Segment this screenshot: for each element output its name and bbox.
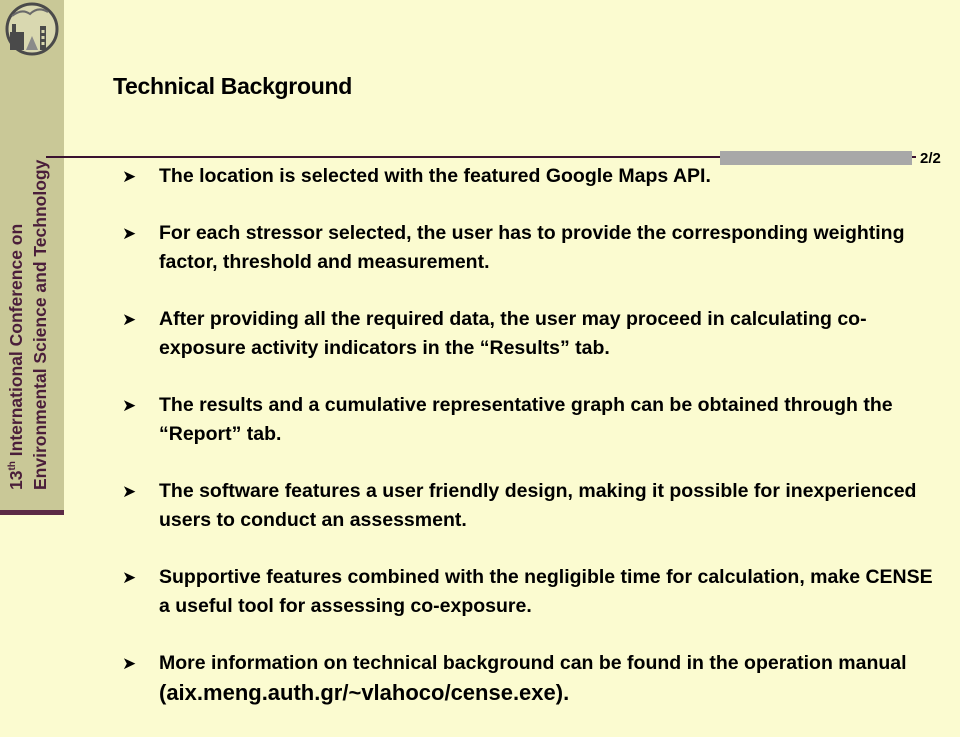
arrowhead-bullet-icon: ➤ bbox=[122, 224, 137, 243]
bullet-item bbox=[122, 219, 942, 277]
conference-logo-icon bbox=[2, 2, 62, 56]
sidebar bbox=[0, 0, 64, 510]
bullet-item bbox=[122, 649, 942, 709]
bullet-text: For each stressor selected, the user has to provide the corresponding weighting factor, threshold and measurement. bbox=[159, 222, 905, 273]
arrowhead-bullet-icon: ➤ bbox=[122, 482, 137, 501]
bullet-list bbox=[122, 162, 942, 737]
conference-title-line1: 13th International Conference on bbox=[6, 223, 26, 490]
manual-link[interactable]: (aix.meng.auth.gr/~vlahoco/cense.exe). bbox=[159, 680, 570, 705]
conference-title-line2: Environmental Science and Technology bbox=[30, 159, 50, 490]
conference-title bbox=[4, 80, 52, 490]
bullet-text: The results and a cumulative representative graph can be obtained through the “Report” tab. bbox=[159, 394, 893, 445]
slide-title: Technical Background bbox=[113, 73, 352, 99]
sidebar-divider bbox=[0, 510, 64, 515]
bullet-text: More information on technical background can be found in the operation manual bbox=[159, 652, 907, 674]
bullet-text: The location is selected with the featured Google Maps API. bbox=[159, 165, 711, 187]
page-number: 2/2 bbox=[920, 150, 941, 167]
arrowhead-bullet-icon: ➤ bbox=[122, 167, 137, 186]
arrowhead-bullet-icon: ➤ bbox=[122, 396, 137, 415]
arrowhead-bullet-icon: ➤ bbox=[122, 654, 137, 673]
arrowhead-bullet-icon: ➤ bbox=[122, 310, 137, 329]
bullet-text: Supportive features combined with the negligible time for calculation, make CENSE a useful tool for assessing co-exposure. bbox=[159, 566, 933, 617]
bullet-item bbox=[122, 477, 942, 535]
bullet-item bbox=[122, 563, 942, 621]
arrowhead-bullet-icon: ➤ bbox=[122, 568, 137, 587]
bullet-text: The software features a user friendly design, making it possible for inexperienced users to conduct an assessment. bbox=[159, 480, 917, 531]
bullet-text: After providing all the required data, the user may proceed in calculating co-exposure activity indicators in the “Results” tab. bbox=[159, 308, 867, 359]
bullet-item bbox=[122, 305, 942, 363]
bullet-item bbox=[122, 162, 942, 191]
bullet-item bbox=[122, 391, 942, 449]
